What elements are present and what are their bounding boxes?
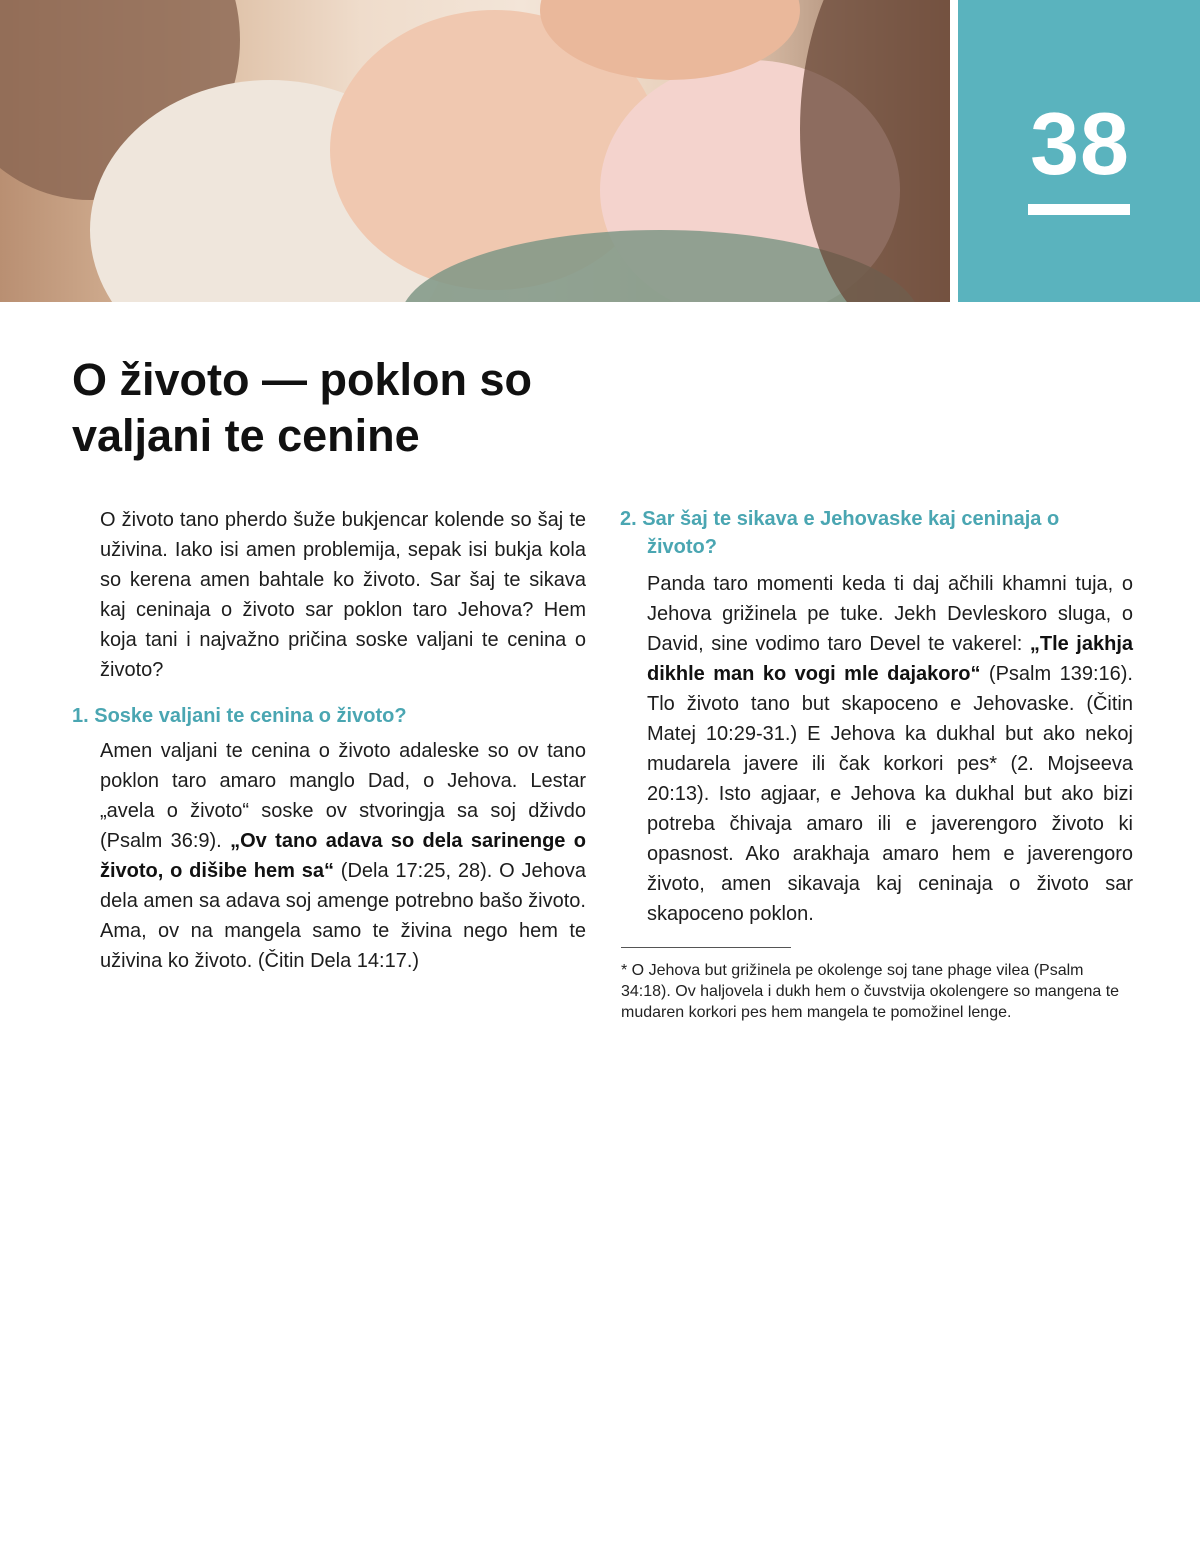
intro-paragraph: O životo tano pherdo šuže bukjencar kolende so šaj te uživina. Iako isi amen problemija, sepak isi bukja kola so kerena amen bahtale ko životo. Sar šaj te sikava kaj ceninaja o životo sar poklon taro Jehova? Hem koja tani i najvažno pričina soske valjani te cenina o životo? xyxy=(100,509,586,681)
right-column xyxy=(620,505,1133,1023)
lesson-number: 38 xyxy=(1030,94,1130,193)
question-2: 2. Sar šaj te sikava e Jehovaske kaj ceninaja o životo? xyxy=(620,508,1060,558)
footnote-divider xyxy=(621,947,791,948)
section-2-text-a: Panda taro momenti keda ti daj ačhili khamni tuja, o Jehova grižinela pe tuke. Jekh Devleskoro sluga, o David, sine vodimo taro Devel te vakerel: xyxy=(647,573,1133,655)
section-1-body xyxy=(100,736,586,976)
lesson-underline xyxy=(1028,204,1130,215)
parent-shadow-shape xyxy=(800,0,950,302)
section-2-text-b: (Psalm 139:16). Tlo životo tano but skapoceno e Jehovaske. (Čitin Matej 10:29-31.) E Jehova ka dukhal but ako nekoj mudarela javere ili čak korkori pes* (2. Mojseeva 20:13). Isto agjaar, e Jehova ka dukhal but ako bizi potreba čhivaja amaro ili e javerengoro životo ki opasnost. Ako arakhaja amaro hem e javerengoro životo, amen sikavaja kaj ceninaja o životo sar skapoceno poklon. xyxy=(647,663,1133,925)
footnote: * O Jehova but grižinela pe okolenge soj tane phage vilea (Psalm 34:18). Ov haljovela i dukh hem o čuvstvija okolengere so mangena te mudaren korkori pes hem mangela te pomožinel lenge. xyxy=(621,962,1120,1021)
section-1-paragraph xyxy=(100,736,586,976)
section-1-text-b: (Dela 17:25, 28). O Jehova dela amen sa adava soj amenge potrebno bašo životo. Ama, ov na mangela samo te živina nego hem te uživina ko životo. (Čitin Dela 14:17.) xyxy=(100,860,586,972)
section-1-text-a: Amen valjani te cenina o životo adaleske so ov tano poklon taro amaro manglo Dad, o Jehova. Lestar „avela o životo“ soske ov stvoringja sa soj dživdo (Psalm 36:9). xyxy=(100,740,586,852)
left-column xyxy=(100,505,586,685)
hero-photo xyxy=(0,0,950,302)
section-2-paragraph xyxy=(647,569,1133,929)
question-1: 1. Soske valjani te cenina o životo? xyxy=(72,705,407,727)
section-1-quote: „Ov tano adava so dela sarinenge o životo, o dišibe hem sa“ xyxy=(100,830,586,882)
section-2-quote: „Tle jakhja dikhle man ko vogi mle dajakoro“ xyxy=(647,633,1133,685)
lesson-badge xyxy=(958,0,1200,302)
page-title: O životo — poklon so valjani te cenine xyxy=(72,354,532,461)
